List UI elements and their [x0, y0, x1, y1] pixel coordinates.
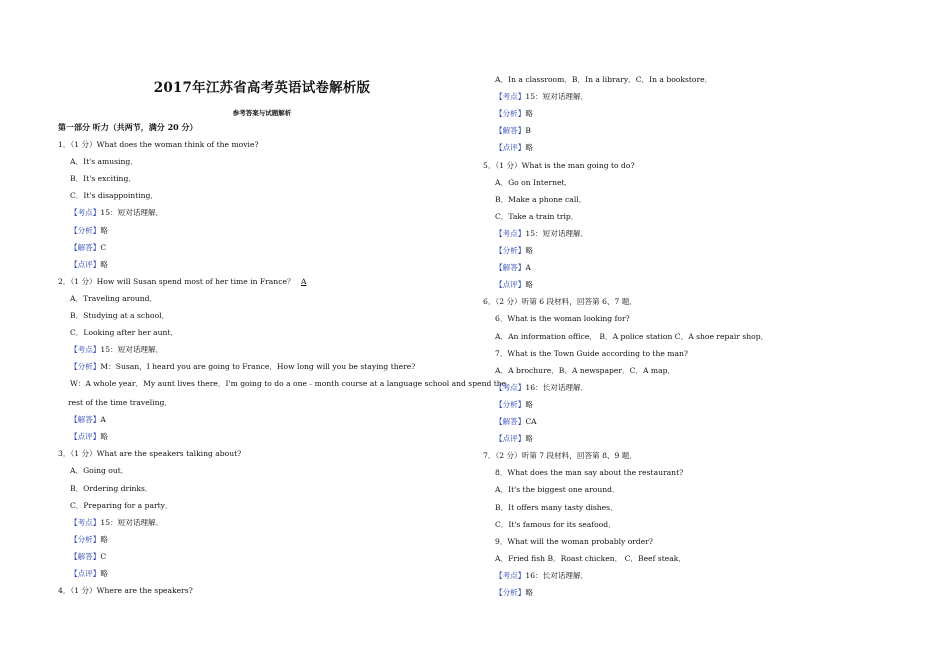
line-text: 略 [525, 143, 533, 153]
annotation-line [70, 226, 108, 236]
annotation-tag: 【分析】 [495, 246, 526, 255]
annotation-line [495, 246, 533, 256]
annotation-line [70, 518, 163, 528]
annotation-line [70, 415, 106, 425]
text-line [68, 398, 172, 408]
line-text: rest of the time traveling． [68, 398, 172, 407]
line-text: CA [525, 417, 537, 426]
annotation-tag: 【考点】 [70, 517, 101, 527]
annotation-tag: 【分析】 [495, 109, 526, 119]
line-text: 略 [525, 588, 533, 597]
line-text: 16：长对话理解． [525, 570, 589, 580]
text-line [70, 484, 153, 494]
question-line [58, 449, 241, 459]
annotation-tag: 【点评】 [495, 280, 526, 290]
line-text: B．Studying at a school． [70, 311, 170, 320]
line-text: A．Fried fish B．Roast chicken． C．Beef steak． [495, 553, 686, 563]
line-text: 略 [525, 399, 533, 409]
text-line [495, 75, 712, 85]
annotation-line [495, 143, 533, 153]
annotation-line [495, 229, 588, 239]
line-text: C．Take a train trip． [495, 211, 579, 221]
question-line [58, 140, 259, 150]
line-text: 15：短对话理解． [100, 517, 164, 527]
line-text: 6．（2 分）听第 6 段材料，回答第 6、7 题． [483, 297, 637, 307]
question-line [483, 161, 635, 171]
annotation-tag: 【点评】 [70, 259, 101, 269]
annotation-tag: 【解答】 [70, 415, 101, 425]
line-text: 15：短对话理解． [525, 92, 589, 102]
annotation-tag: 【解答】 [70, 242, 101, 252]
text-line [495, 503, 618, 513]
annotation-line [70, 552, 106, 562]
annotation-tag: 【考点】 [495, 228, 526, 238]
text-line [495, 366, 675, 376]
annotation-line [70, 243, 106, 253]
line-text: 略 [100, 259, 108, 269]
annotation-tag: 【分析】 [70, 225, 101, 235]
text-line [495, 195, 586, 205]
text-line [495, 468, 683, 478]
annotation-line [495, 263, 531, 273]
line-text: 2．（1 分）How will Susan spend most of her time in France？ [58, 276, 295, 286]
line-text: 15：短对话理解． [100, 345, 164, 355]
annotation-tag: 【分析】 [495, 588, 526, 597]
text-line [70, 466, 128, 476]
text-line [70, 294, 157, 304]
annotation-tag: 【点评】 [495, 434, 526, 444]
annotation-line [495, 109, 533, 119]
text-line [70, 501, 173, 511]
line-text: A．It's the biggest one around． [495, 485, 620, 495]
annotation-line [70, 208, 163, 218]
annotation-tag: 【考点】 [70, 208, 101, 218]
question-line [58, 277, 310, 287]
annotation-line [495, 434, 533, 444]
annotation-tag: 【考点】 [70, 345, 101, 355]
annotation-tag: 【点评】 [495, 143, 526, 153]
text-line [495, 485, 620, 495]
annotation-tag: 【解答】 [495, 263, 526, 273]
line-text: A．Go on Internet． [495, 177, 573, 187]
text-line [495, 178, 572, 188]
line-text: C [100, 551, 107, 561]
annotation-tag: 【解答】 [495, 417, 526, 426]
line-text: C．Looking after her aunt． [70, 328, 179, 338]
annotation-line [495, 383, 588, 393]
line-text: 3．（1 分）What are the speakers talking about? [58, 449, 242, 459]
annotation-line [70, 432, 108, 442]
text-line [495, 520, 616, 530]
line-text: B．Ordering drinks． [70, 483, 153, 493]
annotation-tag: 【分析】 [495, 399, 526, 409]
annotation-tag: 【分析】 [70, 362, 101, 372]
line-text: A [100, 415, 106, 425]
text-line [70, 311, 169, 321]
line-text: W：A whole year．My aunt lives there．I'm going to do a one﹣month course at a language school and spend the [70, 379, 507, 389]
annotation-line [70, 362, 415, 372]
line-text: M：Susan，I heard you are going to France．How long will you be staying there? [100, 362, 416, 372]
annotation-line [70, 535, 108, 545]
annotation-tag: 【解答】 [70, 551, 101, 561]
annotation-line [70, 569, 108, 579]
line-text: 9．What will the woman probably order? [495, 536, 653, 546]
text-line [495, 332, 768, 342]
line-text: 略 [525, 246, 533, 255]
line-text: B．It offers many tasty dishes． [495, 502, 618, 512]
line-text: B [525, 126, 531, 136]
annotation-line [495, 588, 533, 598]
line-text: B．Make a phone call． [495, 194, 587, 204]
line-text: A．In a classroom．B．In a library．C．In a bookstore． [495, 75, 713, 84]
line-text: 16：长对话理解． [525, 382, 589, 392]
line-text: B．It's exciting． [70, 174, 136, 184]
annotation-tag: 【考点】 [495, 570, 526, 580]
text-line [70, 191, 158, 201]
line-text: 6．What is the woman looking for? [495, 314, 630, 324]
line-text: 1．（1 分）What does the woman think of the movie? [58, 140, 259, 149]
line-text: 15：短对话理解． [100, 208, 164, 218]
text-line [495, 314, 630, 324]
line-text: 略 [525, 434, 533, 444]
line-text: A．Traveling around． [70, 293, 158, 303]
line-text: A．Going out． [70, 466, 129, 476]
annotation-line [495, 400, 533, 410]
line-text: 8．What does the man say about the restaurant? [495, 468, 684, 478]
line-text: 略 [525, 109, 533, 119]
line-text: 略 [100, 569, 108, 578]
annotation-tag: 【考点】 [495, 382, 526, 392]
annotation-line [70, 345, 163, 355]
question-line [483, 451, 637, 461]
line-text: 略 [100, 225, 108, 235]
line-text: A．A brochure．B．A newspaper．C．A map． [495, 365, 676, 375]
page-title: 2017年江苏省高考英语试卷解析版 [153, 80, 371, 96]
text-line [70, 328, 178, 338]
page-subtitle: 参考答案与试题解析 [232, 109, 292, 117]
annotation-line [495, 280, 533, 290]
text-line [495, 537, 653, 547]
text-line [495, 349, 688, 359]
line-text: C [100, 242, 107, 252]
annotation-line [70, 260, 108, 270]
text-line [495, 212, 578, 222]
line-text: A [525, 263, 531, 273]
annotation-tag: 【考点】 [495, 92, 526, 102]
line-text: A．An information office． B．A police station C．A shoe repair shop． [495, 331, 769, 341]
annotation-tag: 【分析】 [70, 534, 101, 544]
annotation-line [495, 571, 588, 581]
line-text: 15：短对话理解． [525, 228, 589, 238]
annotation-tag: 【点评】 [70, 569, 101, 578]
line-text: 7．（2 分）听第 7 段材料，回答第 8、9 题． [483, 451, 637, 461]
line-text: C．It's disappointing． [70, 191, 159, 201]
line-text: 略 [100, 534, 108, 544]
question-line [483, 297, 637, 307]
text-line [70, 379, 506, 389]
line-text: 7．What is the Town Guide according to the man? [495, 348, 688, 358]
annotation-line [495, 92, 588, 102]
annotation-tag: 【点评】 [70, 432, 101, 442]
line-text: A．It's amusing． [70, 157, 138, 167]
line-text: 5．（1 分）What is the man going to do? [483, 160, 635, 170]
line-text: 4．（1 分）Where are the speakers? [58, 586, 193, 596]
line-text: 略 [100, 432, 108, 442]
answer-blank: A [300, 276, 307, 286]
section-heading: 第一部分 听力（共两节，满分 20 分） [58, 122, 198, 132]
annotation-line [495, 126, 531, 136]
line-text: C．Preparing for a party． [70, 500, 173, 510]
text-line [70, 157, 138, 167]
text-line [495, 554, 686, 564]
question-line [58, 586, 193, 596]
line-text: 略 [525, 280, 533, 290]
text-line [70, 174, 136, 184]
line-text: C．It's famous for its seafood． [495, 519, 616, 529]
annotation-line [495, 417, 537, 427]
annotation-tag: 【解答】 [495, 126, 526, 136]
